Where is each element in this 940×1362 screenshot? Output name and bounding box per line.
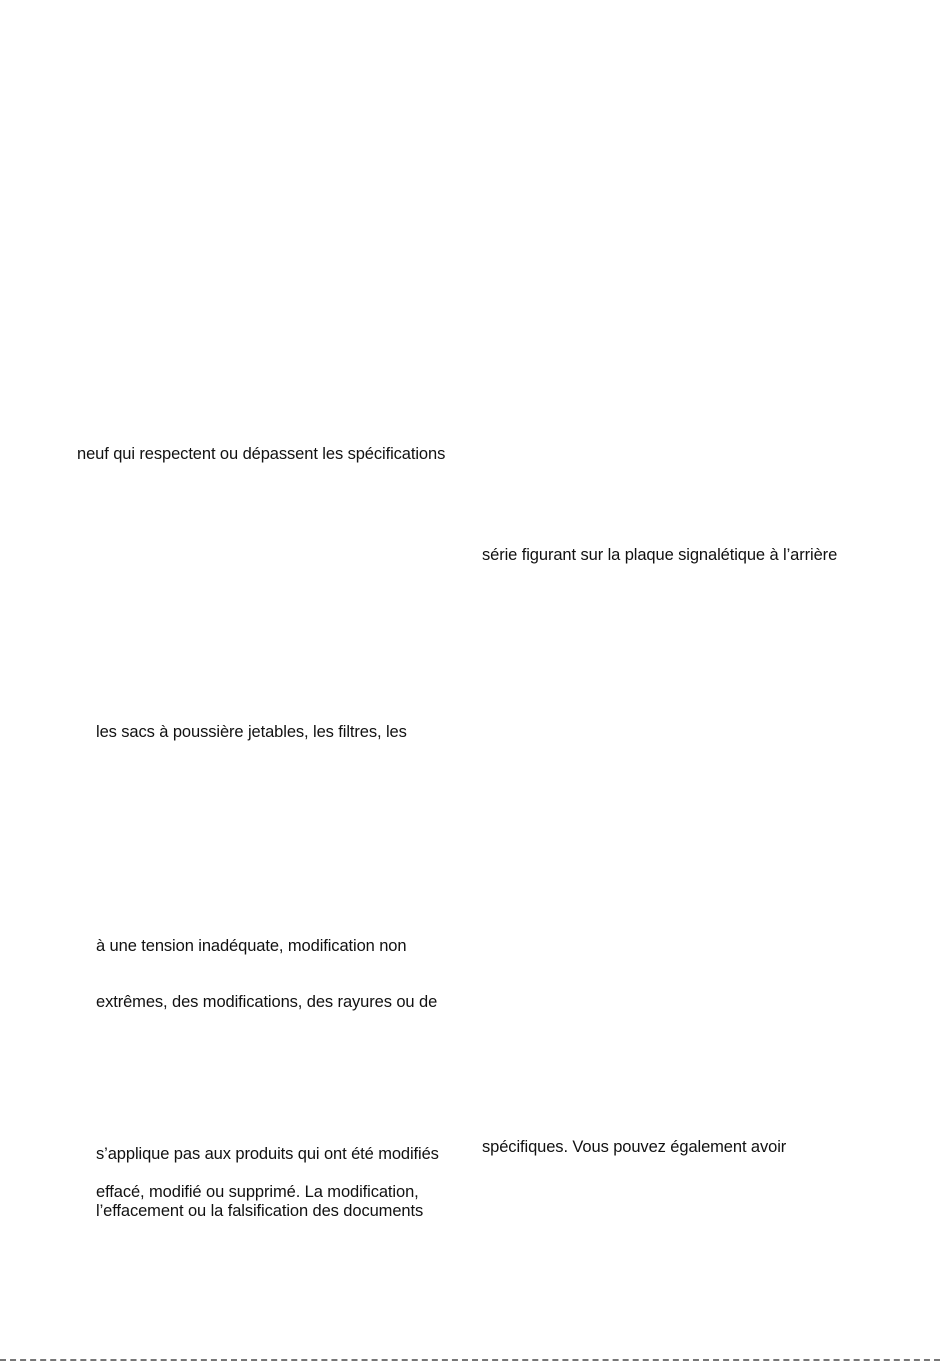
- text-line: neuf qui respectent ou dépassent les spécifications: [77, 445, 446, 463]
- text-line: les sacs à poussière jetables, les filtres, les: [96, 723, 407, 741]
- text-line: série figurant sur la plaque signalétique à l’arrière: [482, 546, 838, 564]
- text-line: s’applique pas aux produits qui ont été modifiés: [96, 1145, 439, 1163]
- text-line: l’effacement ou la falsification des documents: [96, 1202, 424, 1220]
- text-line: extrêmes, des modifications, des rayures ou de: [96, 993, 438, 1011]
- text-line: à une tension inadéquate, modification non: [96, 937, 407, 955]
- text-line: spécifiques. Vous pouvez également avoir: [482, 1138, 787, 1156]
- page-bottom-divider: [0, 1359, 940, 1361]
- text-line: effacé, modifié ou supprimé. La modification,: [96, 1183, 419, 1201]
